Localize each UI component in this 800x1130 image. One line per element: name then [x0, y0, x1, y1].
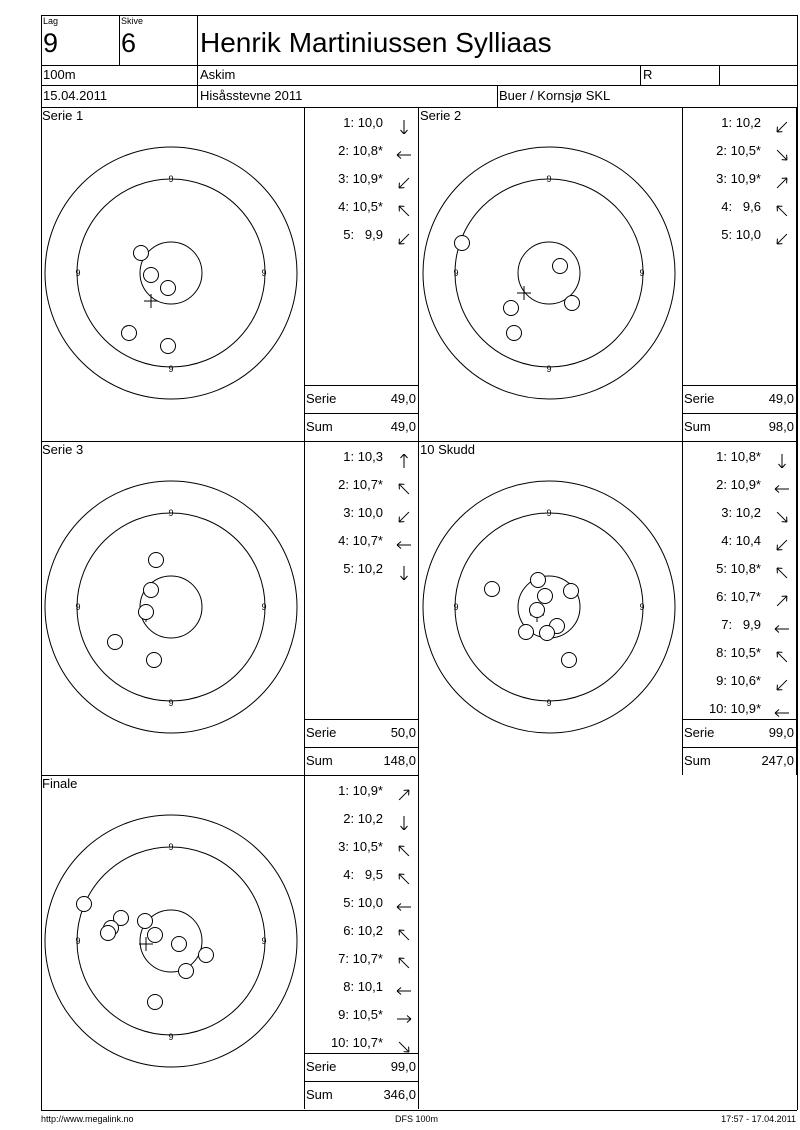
target-ring	[45, 481, 297, 733]
direction-arrow-icon	[773, 145, 791, 159]
lag-label: Lag	[43, 16, 59, 26]
shot-score: 3: 10,2	[721, 505, 761, 520]
page-right-border	[797, 15, 798, 1110]
direction-arrow-icon	[395, 201, 413, 215]
shot-row	[682, 584, 797, 610]
serie-label: Serie	[306, 725, 337, 740]
shot-row	[304, 834, 419, 860]
serie-label: Serie	[684, 391, 715, 406]
sum-value: 346,0	[383, 1087, 416, 1102]
shot-score: 2: 10,2	[343, 811, 383, 826]
sum-divider	[682, 413, 797, 414]
shot-row	[304, 194, 419, 220]
serie-value: 50,0	[390, 725, 416, 740]
ring-label: 9	[453, 268, 459, 278]
ring-label: 9	[75, 602, 81, 612]
shot-score: 10: 10,7*	[330, 1035, 383, 1050]
event-name: Hisåsstevne 2011	[200, 88, 303, 103]
direction-arrow-icon	[395, 507, 413, 521]
shot-score: 1: 10,0	[343, 115, 383, 130]
shot-row	[682, 444, 797, 470]
shot-score: 10: 10,9*	[708, 701, 761, 716]
direction-arrow-icon	[395, 869, 413, 883]
page-bottom-border	[41, 1110, 797, 1111]
ring-label: 9	[168, 842, 174, 852]
header-top-border	[41, 15, 797, 16]
shot-score: 9: 10,5*	[338, 1007, 383, 1022]
sum-divider	[304, 413, 419, 414]
shot-row	[682, 166, 797, 192]
ring-label: 9	[168, 698, 174, 708]
target-ring	[45, 147, 297, 399]
distance: 100m	[43, 67, 76, 82]
direction-arrow-icon	[395, 535, 413, 549]
shot-row	[304, 138, 419, 164]
shot-hole	[77, 897, 92, 912]
target-diagram	[419, 107, 682, 441]
header-cell-divider	[640, 65, 641, 85]
direction-arrow-icon	[395, 925, 413, 939]
sum-divider	[304, 719, 419, 720]
direction-arrow-icon	[395, 953, 413, 967]
shot-score: 8: 10,1	[343, 979, 383, 994]
target-diagram	[41, 107, 304, 441]
shot-hole	[507, 326, 522, 341]
shot-hole	[161, 339, 176, 354]
shot-score: 1: 10,9*	[338, 783, 383, 798]
sum-value: 49,0	[390, 419, 416, 434]
target-ring	[77, 847, 265, 1035]
mean-point-crosshair	[144, 294, 158, 308]
shot-hole	[562, 653, 577, 668]
direction-arrow-icon	[773, 479, 791, 493]
ring-label: 9	[75, 268, 81, 278]
sum-divider	[682, 719, 797, 720]
sum-label: Sum	[306, 1087, 333, 1102]
shot-hole	[148, 995, 163, 1010]
shooter-class: R	[643, 67, 653, 82]
direction-arrow-icon	[395, 897, 413, 911]
shot-row	[682, 110, 797, 136]
shot-hole	[108, 635, 123, 650]
shot-hole	[147, 653, 162, 668]
shot-score: 8: 10,5*	[716, 645, 761, 660]
shot-row	[304, 778, 419, 804]
target-ring	[77, 513, 265, 701]
direction-arrow-icon	[395, 117, 413, 131]
shot-score: 6: 10,2	[343, 923, 383, 938]
shot-row	[682, 668, 797, 694]
ring-label: 9	[546, 698, 552, 708]
shot-row	[304, 472, 419, 498]
ring-label: 9	[168, 508, 174, 518]
shot-hole	[139, 605, 154, 620]
direction-arrow-icon	[773, 117, 791, 131]
sum-divider	[304, 385, 419, 386]
direction-arrow-icon	[395, 1037, 413, 1051]
shot-score: 4: 10,7*	[338, 533, 383, 548]
footer-timestamp: 17:57 - 17.04.2011	[721, 1114, 796, 1124]
shot-row	[682, 556, 797, 582]
target-ring	[518, 242, 580, 304]
footer-program: DFS 100m	[395, 1114, 439, 1124]
shot-hole	[101, 926, 116, 941]
shot-score: 7: 10,7*	[338, 951, 383, 966]
shot-hole	[531, 573, 546, 588]
shot-row	[682, 222, 797, 248]
ring-label: 9	[261, 602, 267, 612]
shot-hole	[565, 296, 580, 311]
shot-score: 7: 9,9	[721, 617, 761, 632]
shot-row	[304, 444, 419, 470]
target-ring	[455, 179, 643, 367]
ring-label: 9	[75, 936, 81, 946]
shot-row	[304, 500, 419, 526]
sum-value: 98,0	[768, 419, 794, 434]
sum-label: Sum	[306, 753, 333, 768]
shot-score: 4: 10,4	[721, 533, 761, 548]
target-diagram	[41, 441, 304, 775]
sum-divider	[304, 1053, 419, 1054]
shot-score: 3: 10,9*	[338, 171, 383, 186]
venue: Buer / Kornsjø SKL	[499, 88, 611, 103]
footer-url: http://www.megalink.no	[41, 1114, 134, 1124]
direction-arrow-icon	[395, 451, 413, 465]
sum-divider	[304, 747, 419, 748]
shot-row	[304, 918, 419, 944]
target-ring	[423, 481, 675, 733]
shot-row	[304, 974, 419, 1000]
serie-label: Serie	[684, 725, 715, 740]
header-cell-divider	[197, 15, 198, 107]
skive-value: 6	[121, 28, 137, 58]
shot-row	[682, 472, 797, 498]
shot-score: 4: 9,6	[721, 199, 761, 214]
shot-row	[304, 862, 419, 888]
direction-arrow-icon	[395, 479, 413, 493]
shot-hole	[144, 268, 159, 283]
ring-label: 9	[261, 268, 267, 278]
serie-value: 99,0	[390, 1059, 416, 1074]
direction-arrow-icon	[773, 675, 791, 689]
target-ring	[423, 147, 675, 399]
ring-label: 9	[453, 602, 459, 612]
direction-arrow-icon	[395, 841, 413, 855]
ring-label: 9	[261, 936, 267, 946]
shot-row	[304, 110, 419, 136]
shot-hole	[138, 914, 153, 929]
header-cell-divider	[719, 65, 720, 85]
shooter-name: Henrik Martiniussen Sylliaas	[200, 27, 552, 58]
direction-arrow-icon	[773, 507, 791, 521]
direction-arrow-icon	[773, 535, 791, 549]
shot-hole	[519, 625, 534, 640]
direction-arrow-icon	[395, 229, 413, 243]
panel-title: Serie 3	[42, 442, 84, 457]
direction-arrow-icon	[773, 201, 791, 215]
panel-title: Serie 1	[42, 108, 84, 123]
shot-hole	[149, 553, 164, 568]
header-row-divider	[41, 85, 797, 86]
direction-arrow-icon	[773, 451, 791, 465]
panel-title: Finale	[42, 776, 78, 791]
club: Askim	[200, 67, 236, 82]
lag-value: 9	[43, 28, 59, 58]
ring-label: 9	[168, 364, 174, 374]
direction-arrow-icon	[395, 563, 413, 577]
shot-score: 2: 10,5*	[716, 143, 761, 158]
shot-hole	[504, 301, 519, 316]
ring-label: 9	[546, 174, 552, 184]
ring-label: 9	[168, 174, 174, 184]
shot-row	[682, 500, 797, 526]
event-date: 15.04.2011	[43, 88, 108, 103]
direction-arrow-icon	[395, 1009, 413, 1023]
sum-value: 247,0	[761, 753, 794, 768]
serie-label: Serie	[306, 1059, 337, 1074]
shot-row	[304, 890, 419, 916]
shot-hole	[564, 584, 579, 599]
ring-label: 9	[168, 1032, 174, 1042]
shot-hole	[485, 582, 500, 597]
shot-score: 5: 10,8*	[716, 561, 761, 576]
serie-value: 99,0	[768, 725, 794, 740]
shot-hole	[148, 928, 163, 943]
panel-title: 10 Skudd	[420, 442, 475, 457]
shot-score: 2: 10,9*	[716, 477, 761, 492]
shot-score: 3: 10,9*	[716, 171, 761, 186]
ring-label: 9	[639, 268, 645, 278]
skive-label: Skive	[121, 16, 144, 26]
sum-value: 148,0	[383, 753, 416, 768]
header-cell-divider	[119, 15, 120, 65]
shot-score: 6: 10,7*	[716, 589, 761, 604]
shot-row	[682, 194, 797, 220]
direction-arrow-icon	[773, 591, 791, 605]
sum-label: Sum	[306, 419, 333, 434]
header-cell-divider	[497, 85, 498, 107]
shot-hole	[172, 937, 187, 952]
sum-divider	[304, 1081, 419, 1082]
shot-score: 5: 9,9	[343, 227, 383, 242]
shot-hole	[144, 583, 159, 598]
shot-row	[304, 528, 419, 554]
direction-arrow-icon	[773, 563, 791, 577]
shot-score: 5: 10,0	[343, 895, 383, 910]
shot-hole	[540, 626, 555, 641]
shot-hole	[179, 964, 194, 979]
serie-value: 49,0	[390, 391, 416, 406]
shot-row	[304, 556, 419, 582]
serie-label: Serie	[306, 391, 337, 406]
shot-score: 4: 9,5	[343, 867, 383, 882]
shot-hole	[455, 236, 470, 251]
direction-arrow-icon	[395, 813, 413, 827]
ring-label: 9	[639, 602, 645, 612]
direction-arrow-icon	[773, 703, 791, 717]
shot-hole	[553, 259, 568, 274]
ring-label: 9	[546, 508, 552, 518]
target-diagram	[419, 441, 682, 775]
target-ring	[455, 513, 643, 701]
shot-hole	[161, 281, 176, 296]
direction-arrow-icon	[773, 229, 791, 243]
target-ring	[45, 815, 297, 1067]
shot-row	[682, 138, 797, 164]
direction-arrow-icon	[395, 145, 413, 159]
shot-hole	[538, 589, 553, 604]
shot-score: 1: 10,3	[343, 449, 383, 464]
shot-row	[682, 640, 797, 666]
direction-arrow-icon	[773, 173, 791, 187]
direction-arrow-icon	[773, 647, 791, 661]
sum-divider	[682, 747, 797, 748]
shot-score: 2: 10,7*	[338, 477, 383, 492]
shot-score: 5: 10,2	[343, 561, 383, 576]
shot-row	[682, 528, 797, 554]
direction-arrow-icon	[395, 173, 413, 187]
shot-row	[304, 222, 419, 248]
shot-row	[682, 612, 797, 638]
direction-arrow-icon	[395, 785, 413, 799]
header-row-divider	[41, 65, 797, 66]
shot-hole	[122, 326, 137, 341]
shot-row	[304, 1002, 419, 1028]
direction-arrow-icon	[395, 981, 413, 995]
shot-score: 1: 10,8*	[716, 449, 761, 464]
panel-title: Serie 2	[420, 108, 462, 123]
shot-hole	[199, 948, 214, 963]
sum-label: Sum	[684, 753, 711, 768]
shot-row	[304, 946, 419, 972]
mean-point-crosshair	[517, 286, 531, 300]
sum-label: Sum	[684, 419, 711, 434]
target-diagram	[41, 775, 304, 1109]
direction-arrow-icon	[773, 619, 791, 633]
shot-hole	[134, 246, 149, 261]
shot-score: 9: 10,6*	[716, 673, 761, 688]
shot-score: 5: 10,0	[721, 227, 761, 242]
shot-score: 1: 10,2	[721, 115, 761, 130]
shot-row	[304, 166, 419, 192]
shot-score: 3: 10,0	[343, 505, 383, 520]
shot-row	[304, 806, 419, 832]
shot-hole	[530, 603, 545, 618]
shot-score: 4: 10,5*	[338, 199, 383, 214]
ring-label: 9	[546, 364, 552, 374]
shot-score: 3: 10,5*	[338, 839, 383, 854]
serie-value: 49,0	[768, 391, 794, 406]
shot-score: 2: 10,8*	[338, 143, 383, 158]
sum-divider	[682, 385, 797, 386]
